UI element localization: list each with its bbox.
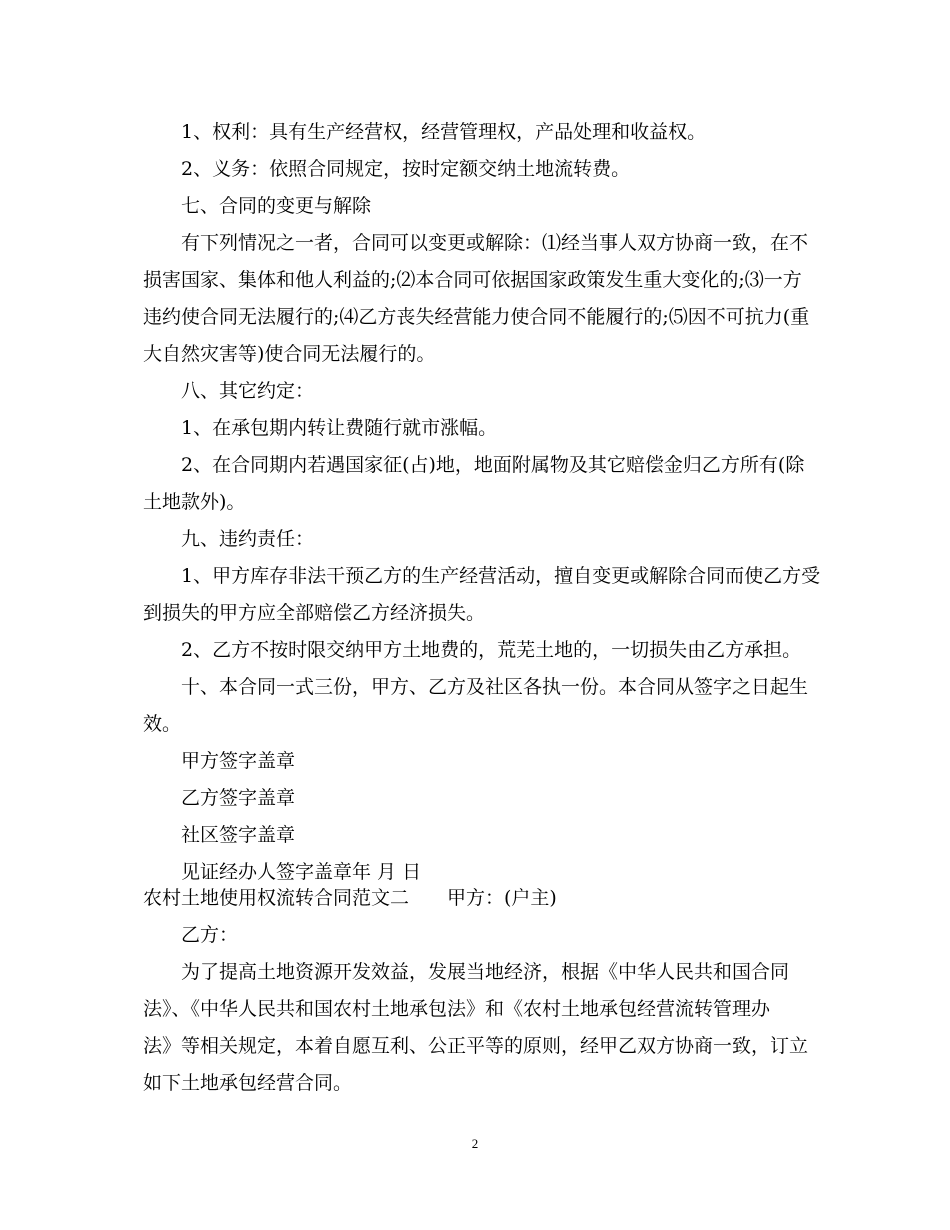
signature-party-b — [143, 780, 803, 817]
text-line: 法》、《中华人民共和国农村土地承包法》和《农村土地承包经营流转管理办 — [143, 998, 771, 1020]
para-other-1 — [143, 410, 803, 447]
text-line: 土地款外)。 — [143, 491, 246, 513]
text-line: 为了提高土地资源开发效益，发展当地经济，根据《中华人民共和国合同 — [143, 961, 790, 983]
para-party-b — [143, 917, 803, 954]
heading-sample-2 — [143, 880, 803, 917]
text-line: 法》等相关规定，本着自愿互利、公正平等的原则，经甲乙双方协商一致，订立 — [143, 1035, 809, 1057]
text-line: 到损失的甲方应全部赔偿乙方经济损失。 — [143, 602, 486, 624]
text-line: 1、在承包期内转让费随行就市涨幅。 — [143, 417, 498, 439]
para-other-2 — [143, 447, 803, 521]
text-line: 1、甲方库存非法干预乙方的生产经营活动，擅自变更或解除合同而使乙方受 — [143, 565, 821, 587]
text-line: 2、乙方不按时限交纳甲方土地费的，荒芜土地的，一切损失由乙方承担。 — [143, 639, 802, 661]
text-line: 违约使合同无法履行的;⑷乙方丧失经营能力使合同不能履行的;⑸因不可抗力(重 — [143, 306, 810, 328]
text-line: 社区签字盖章 — [143, 824, 296, 846]
text-line: 乙方： — [143, 924, 239, 946]
signature-community — [143, 817, 803, 854]
heading-section-9 — [143, 521, 803, 558]
para-liability-1 — [143, 558, 821, 632]
text-line: 七、合同的变更与解除 — [143, 195, 372, 217]
para-liability-2 — [143, 632, 803, 669]
text-line: 乙方签字盖章 — [143, 787, 296, 809]
text-line: 2、义务：依照合同规定，按时定额交纳土地流转费。 — [143, 158, 631, 180]
para-obligations — [143, 151, 803, 188]
text-line: 九、违约责任： — [143, 528, 315, 550]
text-line: 农村土地使用权流转合同范文二 甲方：(户主) — [143, 887, 557, 909]
text-line: 甲方签字盖章 — [143, 750, 296, 772]
para-preamble — [143, 954, 809, 1102]
para-rights — [143, 114, 803, 151]
text-line: 效。 — [143, 713, 182, 735]
text-line: 大自然灾害等)使合同无法履行的。 — [143, 343, 436, 365]
signature-party-a — [143, 743, 803, 780]
page-number: 2 — [471, 1136, 479, 1151]
para-section-10 — [143, 669, 809, 743]
text-line: 如下土地承包经营合同。 — [143, 1072, 353, 1094]
text-line: 损害国家、集体和他人利益的;⑵本合同可依据国家政策发生重大变化的;⑶一方 — [143, 269, 802, 291]
heading-section-8 — [143, 373, 803, 410]
heading-section-7 — [143, 188, 803, 225]
text-line: 1、权利：具有生产经营权，经营管理权，产品处理和收益权。 — [143, 121, 707, 143]
text-line: 见证经办人签字盖章年 月 日 — [143, 861, 422, 883]
text-line: 十、本合同一式三份，甲方、乙方及社区各执一份。本合同从签字之日起生 — [143, 676, 809, 698]
text-line: 2、在合同期内若遇国家征(占)地，地面附属物及其它赔偿金归乙方所有(除 — [143, 454, 805, 476]
text-line: 有下列情况之一者，合同可以变更或解除：⑴经当事人双方协商一致，在不 — [143, 232, 809, 254]
text-line: 八、其它约定： — [143, 380, 315, 402]
para-change-termination — [143, 225, 810, 373]
